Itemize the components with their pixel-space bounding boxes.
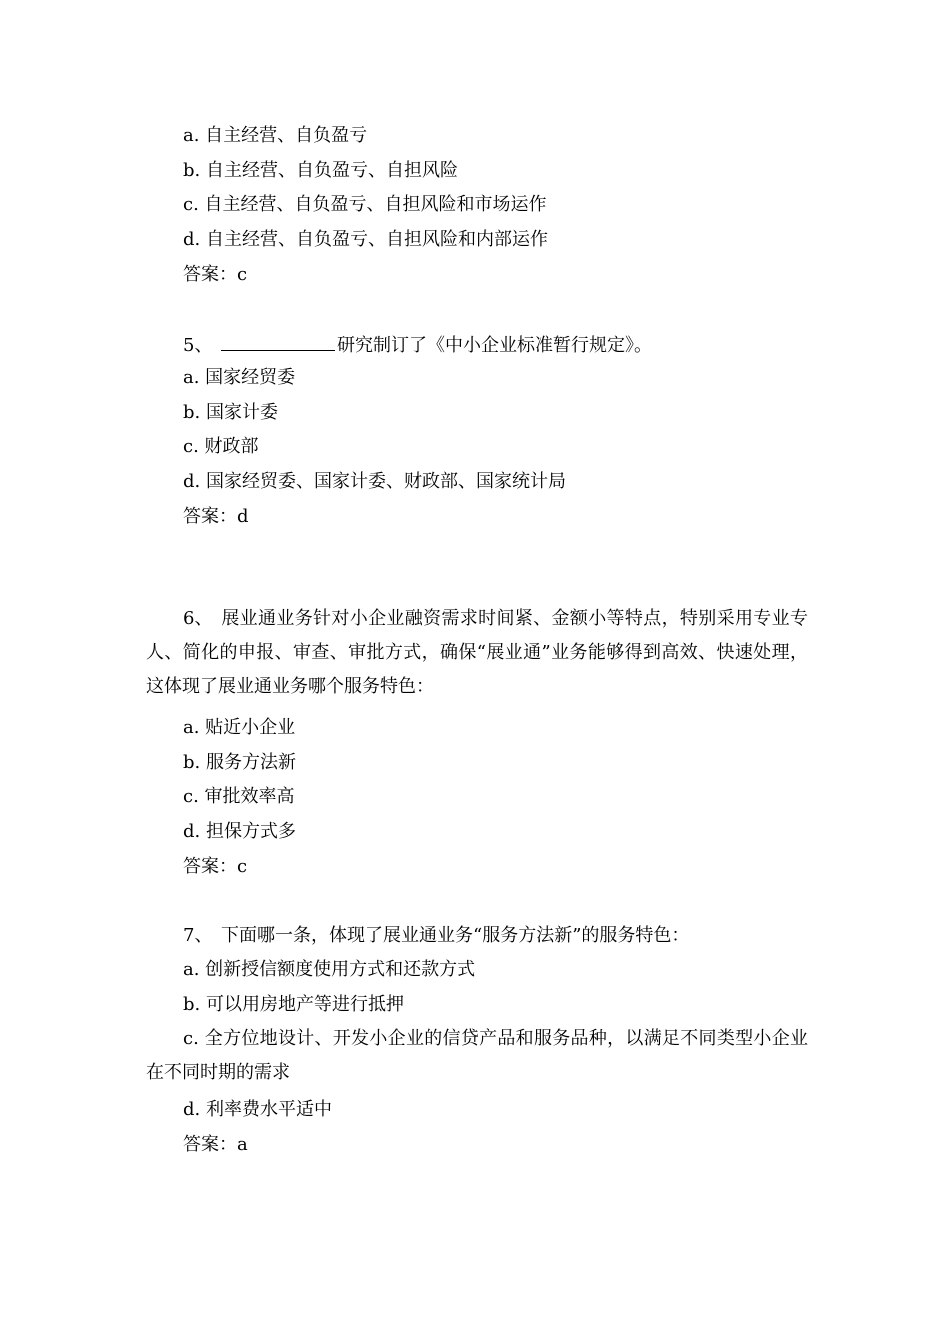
q6-option-d: d. 担保方式多 [183,821,296,842]
q7-option-d: d. 利率费水平适中 [183,1099,332,1120]
q6-option-b: b. 服务方法新 [183,752,296,773]
q7-answer: 答案：a [183,1134,248,1155]
q5-option-b: b. 国家计委 [183,402,278,423]
q6-number: 6、 [183,608,213,629]
q6-option-c: c. 审批效率高 [183,786,295,807]
q7-option-b: b. 可以用房地产等进行抵押 [183,994,404,1015]
q6-stem [146,602,808,704]
q5-fill-blank [221,332,335,351]
q7-stem [183,924,689,948]
q5-option-a: a. 国家经贸委 [183,367,296,388]
q5-option-d: d. 国家经贸委、国家计委、财政部、国家统计局 [183,471,566,492]
q7-option-a: a. 创新授信额度使用方式和还款方式 [183,959,476,980]
q7-number: 7、 [183,925,213,946]
q7-text: 下面哪一条，体现了展业通业务“服务方法新”的服务特色： [221,925,690,946]
q6-answer: 答案：c [183,856,248,877]
q6-option-a: a. 贴近小企业 [183,717,296,738]
q5-option-c: c. 财政部 [183,436,259,457]
q6-text: 展业通业务针对小企业融资需求时间紧、金额小等特点，特别采用专业专人、简化的申报、审查、审批方式，确保“展业通”业务能够得到高效、快速处理，这体现了展业通业务哪个服务特色： [146,608,808,697]
q5-answer: 答案：d [183,506,249,527]
q5-stem [183,332,652,358]
q4-option-d: d. 自主经营、自负盈亏、自担风险和内部运作 [183,229,548,250]
q4-option-a: a. 自主经营、自负盈亏 [183,125,368,146]
q4-answer: 答案：c [183,264,248,285]
q5-number: 5、 [183,335,213,356]
q5-text: 研究制订了《中小企业标准暂行规定》。 [337,335,652,356]
q4-option-b: b. 自主经营、自负盈亏、自担风险 [183,160,458,181]
q7-option-c: c. 全方位地设计、开发小企业的信贷产品和服务品种，以满足不同类型小企业在不同时期的需求 [146,1028,808,1083]
q4-option-c: c. 自主经营、自负盈亏、自担风险和市场运作 [183,194,547,215]
